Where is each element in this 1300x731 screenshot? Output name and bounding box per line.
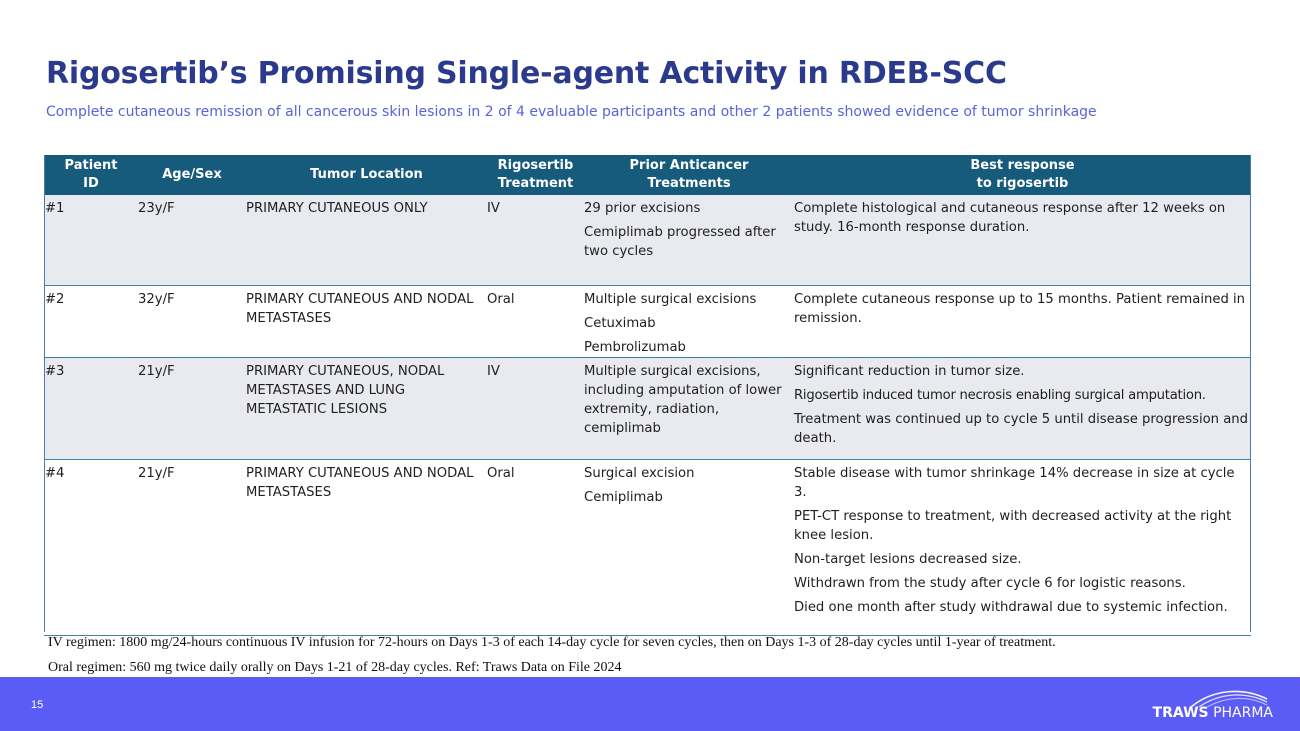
- prior-item: Cemiplimab: [584, 489, 663, 505]
- table-row: [44, 285, 1251, 357]
- page-number: 15: [31, 699, 44, 711]
- prior-item: Cemiplimab progressed after two cycles: [584, 225, 776, 259]
- prior-treatments: [584, 459, 794, 635]
- table-header-row: [44, 155, 1251, 195]
- footnote-oral-regimen: Oral regimen: 560 mg twice daily orally on Days 1-21 of 28-day cycles. Ref: Traws Data on File 2024: [48, 660, 622, 675]
- table-row: [44, 195, 1251, 285]
- header-tumor-location: Tumor Location: [246, 155, 487, 195]
- response-item: Significant reduction in tumor size.: [794, 363, 1025, 379]
- response-item: Died one month after study withdrawal due to systemic infection.: [794, 599, 1228, 615]
- prior-treatments: [584, 195, 794, 285]
- header-patient-id: Patient ID: [44, 155, 138, 195]
- age-sex: 21y/F: [138, 459, 246, 635]
- age-sex: 32y/F: [138, 285, 246, 357]
- prior-item: Multiple surgical excisions, including amputation of lower extremity, radiation, cemiplimab: [584, 363, 782, 436]
- response-item: Withdrawn from the study after cycle 6 for logistic reasons.: [794, 575, 1186, 591]
- response-item: Stable disease with tumor shrinkage 14% decrease in size at cycle 3.: [794, 465, 1235, 500]
- prior-treatments: [584, 285, 794, 357]
- response-item: Complete histological and cutaneous response after 12 weeks on study. 16-month response duration.: [794, 201, 1226, 235]
- prior-item: Pembrolizumab: [584, 339, 686, 355]
- header-best-response: Best response to rigosertib: [794, 155, 1251, 195]
- patient-id: #3: [44, 357, 138, 459]
- header-age-sex: Age/Sex: [138, 155, 246, 195]
- table-row: [44, 459, 1251, 635]
- response-item: Treatment was continued up to cycle 5 until disease progression and death.: [794, 411, 1249, 446]
- results-table: [44, 155, 1251, 636]
- logo-wordmark: TRAWS PHARMA: [1152, 705, 1273, 721]
- response-item: Non-target lesions decreased size.: [794, 551, 1022, 567]
- response-item: Rigosertib induced tumor necrosis enabling surgical amputation.: [794, 387, 1206, 403]
- footnote-iv-regimen: IV regimen: 1800 mg/24-hours continuous IV infusion for 72-hours on Days 1-3 of each 14-day cycle for seven cycles, then on Days 1-3 of 28-day cycles until 1-year of treatment.: [48, 635, 1056, 650]
- prior-item: Surgical excision: [584, 465, 695, 481]
- tumor-location: PRIMARY CUTANEOUS ONLY: [246, 195, 487, 285]
- tumor-location: PRIMARY CUTANEOUS AND NODAL METASTASES: [246, 285, 487, 357]
- age-sex: 23y/F: [138, 195, 246, 285]
- prior-treatments: [584, 357, 794, 459]
- treatment: Oral: [487, 285, 584, 357]
- age-sex: 21y/F: [138, 357, 246, 459]
- tumor-location: PRIMARY CUTANEOUS, NODAL METASTASES AND LUNG METASTATIC LESIONS: [246, 357, 487, 459]
- company-logo: [1152, 685, 1273, 725]
- slide-title: Rigosertib’s Promising Single-agent Activity in RDEB-SCC: [46, 56, 1007, 91]
- best-response: [794, 195, 1251, 285]
- treatment: Oral: [487, 459, 584, 635]
- patient-id: #1: [44, 195, 138, 285]
- patient-id: #2: [44, 285, 138, 357]
- best-response: [794, 459, 1251, 635]
- slide-subtitle: Complete cutaneous remission of all cancerous skin lesions in 2 of 4 evaluable participants and other 2 patients showed evidence of tumor shrinkage: [46, 104, 1097, 120]
- header-prior-treatments: Prior Anticancer Treatments: [584, 155, 794, 195]
- header-treatment: Rigosertib Treatment: [487, 155, 584, 195]
- treatment: IV: [487, 357, 584, 459]
- prior-item: Cetuximab: [584, 315, 656, 331]
- prior-item: 29 prior excisions: [584, 201, 701, 216]
- best-response: [794, 285, 1251, 357]
- patient-id: #4: [44, 459, 138, 635]
- treatment: IV: [487, 195, 584, 285]
- best-response: [794, 357, 1251, 459]
- tumor-location: PRIMARY CUTANEOUS AND NODAL METASTASES: [246, 459, 487, 635]
- response-item: PET-CT response to treatment, with decreased activity at the right knee lesion.: [794, 508, 1232, 543]
- table-row: [44, 357, 1251, 459]
- response-item: Complete cutaneous response up to 15 months. Patient remained in remission.: [794, 291, 1246, 326]
- footer-bar: [0, 677, 1300, 731]
- prior-item: Multiple surgical excisions: [584, 291, 757, 307]
